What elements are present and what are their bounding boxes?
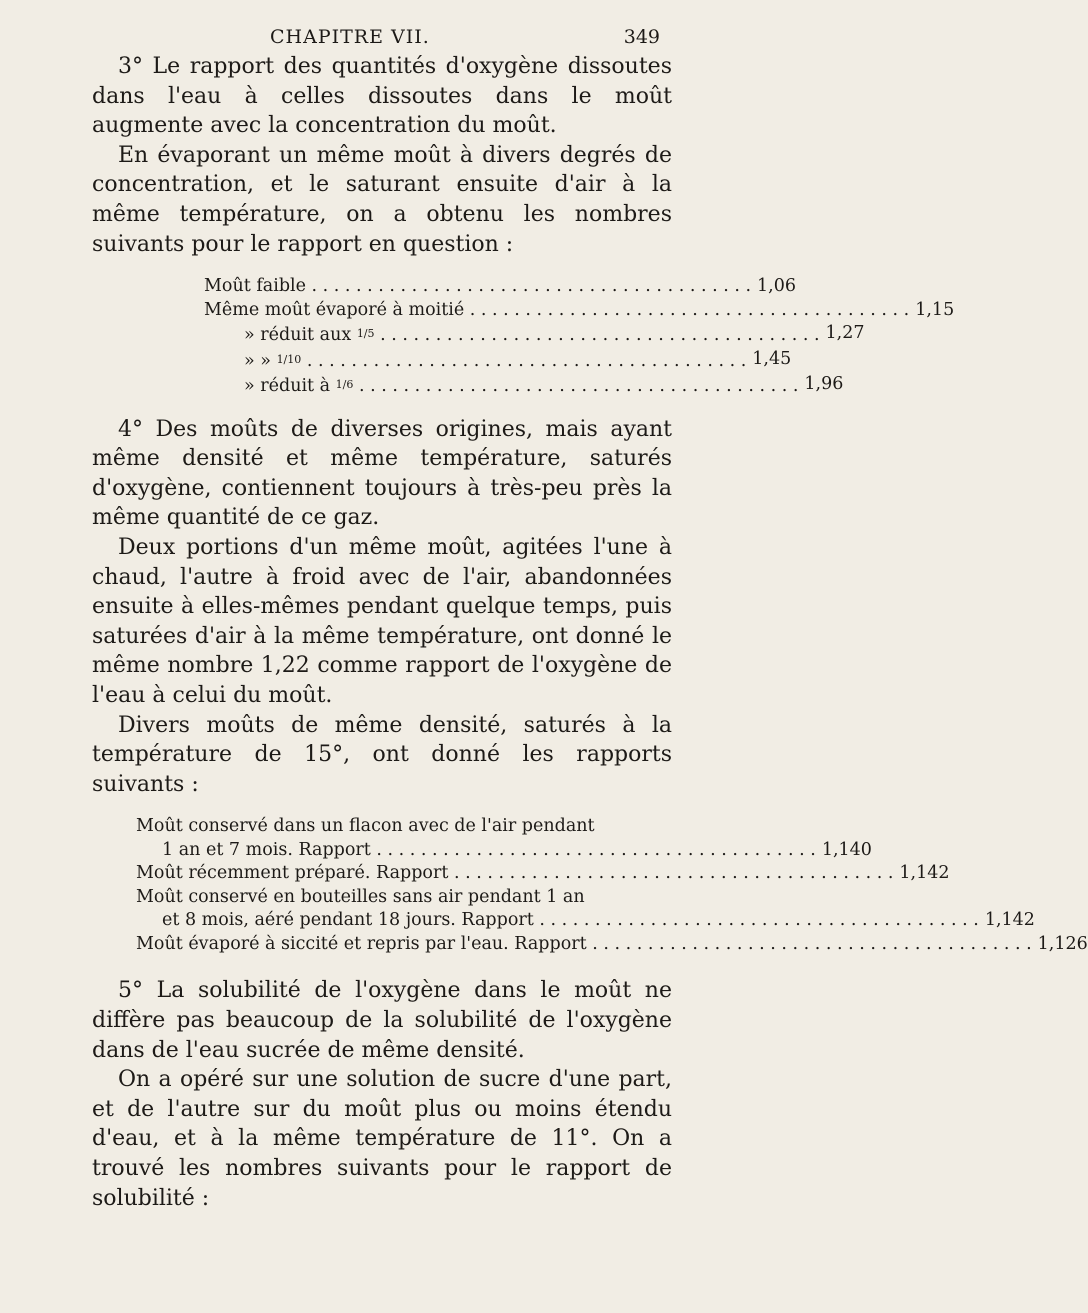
row-label: Moût faible . . . [204,275,751,299]
fraction: 1/10 [276,352,302,366]
table-row [136,933,1088,957]
row-value: 1,45 [752,348,792,369]
row-label: » réduit à 1/6 . . . [204,373,798,399]
running-title: CHAPITRE VII. [270,26,430,48]
row-value: 1,27 [825,323,865,344]
fraction: 1/6 [335,378,354,392]
row-label: Moût conservé en bouteilles sans air pendant 1 an [136,886,585,907]
page-header [120,18,660,54]
ratio-table-concentration [204,275,955,399]
table-row [136,839,872,863]
page-number: 349 [623,26,660,48]
table-row-line1 [136,815,656,839]
table-row-line1 [136,886,656,910]
paragraph-point-4: 4° Des moûts de diverses origines, mais ayant même densité et même température, saturés d'oxygène, contiennent toujours à très-peu près la même quantité de ce gaz. [92,416,672,531]
table-row [136,909,1035,933]
row-label: 1 an et 7 mois. Rapport . . . [136,839,816,863]
paragraph-method: On a opéré sur une solution de sucre d'une part, et de l'autre sur du moût plus ou moins étendu d'eau, et à la même température de 11°. On a trouvé les nombres suivants pour le rapport de solubilité : [92,1067,672,1211]
ratio-table-conservation [136,815,1088,956]
row-label: Moût récemment préparé. Rapport . . . [136,862,893,886]
table-row [204,299,955,323]
row-value: 1,142 [984,910,1035,931]
body-text [92,52,1088,1213]
paragraph-evaporation: En évaporant un même moût à divers degrés de concentration, et le saturant ensuite d'air à la même température, on a obtenu les nombres suivants pour le rapport en question : [92,142,672,257]
paragraph-point-3: 3° Le rapport des quantités d'oxygène dissoutes dans l'eau à celles dissoutes dans le moût augmente avec la concentration du moût. [92,54,672,139]
row-label: Même moût évaporé à moitié . . . [204,299,909,323]
row-value: 1,140 [821,839,872,860]
paragraph-various-musts: Divers moûts de même densité, saturés à la température de 15°, ont donné les rapports suivants : [92,712,672,797]
row-label: Moût évaporé à siccité et repris par l'eau. Rapport . . . [136,933,1032,957]
row-value: 1,96 [804,374,844,395]
row-value: 1,06 [757,276,796,297]
table-row [204,322,865,348]
row-label: Moût conservé dans un flacon avec de l'air pendant [136,816,595,837]
fraction: 1/5 [356,327,375,341]
paragraph-two-portions: Deux portions d'un même moût, agitées l'une à chaud, l'autre à froid avec de l'air, abandonnées ensuite à elles-mêmes pendant quelque temps, puis saturées d'air à la même température, ont donné le même nombre 1,22 comme rapport de l'oxygène de l'eau à celui du moût. [92,535,672,708]
table-row [204,373,844,399]
table-row [204,348,792,374]
table-row [204,275,796,299]
table-row [136,862,950,886]
row-label: et 8 mois, aéré pendant 18 jours. Rapport . . . [136,909,979,933]
row-label: » » 1/10 . . . [204,348,746,374]
row-value: 1,142 [899,863,950,884]
row-value: 1,15 [915,299,955,320]
row-label: » réduit aux 1/5 . . . [204,322,820,348]
row-value: 1,126 [1037,933,1088,954]
paragraph-point-5: 5° La solubilité de l'oxygène dans le moût ne diffère pas beaucoup de la solubilité de l'oxygène dans de l'eau sucrée de même densité. [92,978,672,1063]
